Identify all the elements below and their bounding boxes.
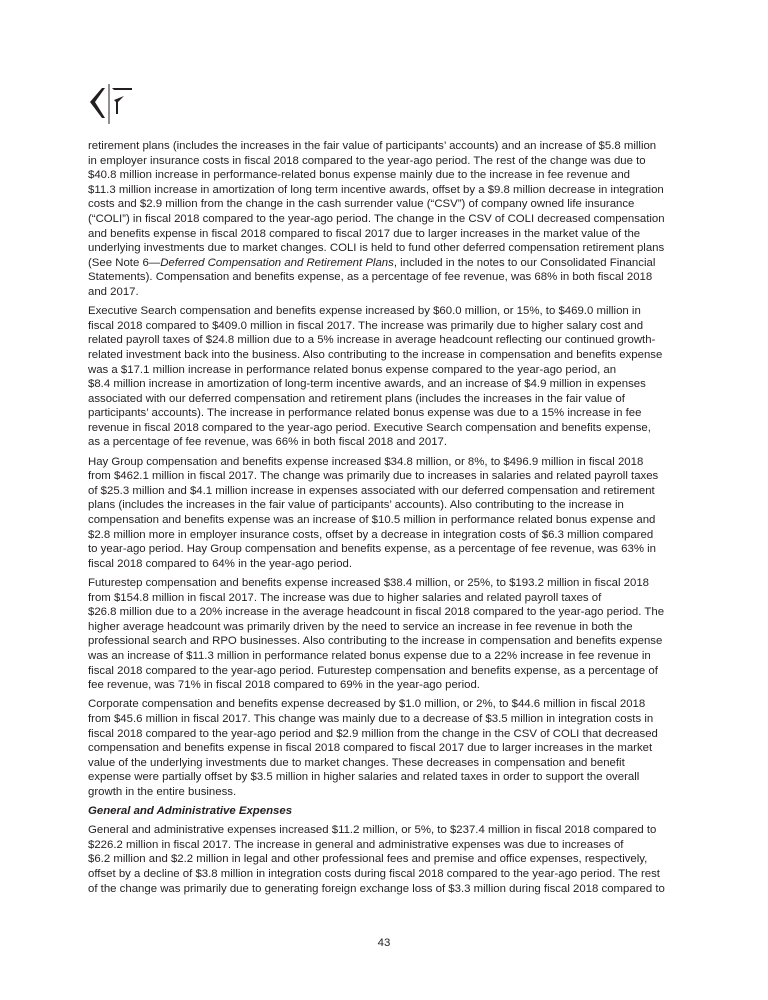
text-line: from $462.1 million in fiscal 2017. The change was primarily due to increases in salaries and related payroll taxes xyxy=(88,470,659,483)
italic-reference: Deferred Compensation and Retirement Plans xyxy=(160,256,394,269)
text-line: underlying investments due to market changes. COLI is held to fund other deferred compensation retirement plans xyxy=(88,242,665,255)
text-line: $40.8 million increase in performance-related bonus expense mainly due to the increase in fee revenue and xyxy=(88,169,631,182)
paragraphs-after-heading xyxy=(88,823,698,896)
text-line: fiscal 2018 compared to $409.0 million in fiscal 2017. The increase was primarily due to higher salary cost and xyxy=(88,319,644,332)
text-line: $6.2 million and $2.2 million in legal and other professional fees and premise and office expenses, respectively, xyxy=(88,853,648,866)
text-line: offset by a decline of $3.8 million in integration costs during fiscal 2018 compared to the year-ago period. The rest xyxy=(88,868,660,881)
text-line: Hay Group compensation and benefits expense increased $34.8 million, or 8%, to $496.9 million in fiscal 2018 xyxy=(88,455,644,468)
text-line: fiscal 2018 compared to the year-ago period. Futurestep compensation and benefits expense, as a percentage of xyxy=(88,664,658,677)
text-line: value of the underlying investments due to market changes. These decreases in compensation and benefit xyxy=(88,756,625,769)
text-line: of $25.3 million and $4.1 million increase in expenses associated with our deferred compensation and retirement xyxy=(88,484,655,497)
paragraphs-before-heading xyxy=(88,139,698,800)
paragraph xyxy=(88,823,698,896)
text-line: growth in the entire business. xyxy=(88,785,237,798)
text-line: plans (includes the increases in the fair value of participants’ accounts). Also contributing to the increase in xyxy=(88,499,624,512)
text-line: General and administrative expenses increased $11.2 million, or 5%, to $237.4 million in fiscal 2018 compared to xyxy=(88,824,657,837)
text-line: Futurestep compensation and benefits expense increased $38.4 million, or 25%, to $193.2 million in fiscal 2018 xyxy=(88,577,650,589)
text-line: related investment back into the business. Also contributing to the increase in compensation and benefits expense xyxy=(88,348,663,361)
text-line: to year-ago period. Hay Group compensation and benefits expense, as a percentage of fee revenue, was 63% in xyxy=(88,543,656,556)
text-line: in employer insurance costs in fiscal 2018 compared to the year-ago period. The rest of the change was due to xyxy=(88,154,646,167)
paragraph xyxy=(88,139,698,300)
text-line: as a percentage of fee revenue, was 66% in both fiscal 2018 and 2017. xyxy=(88,436,448,449)
text-segment: (See Note 6— xyxy=(88,256,161,269)
text-line: (“COLI”) in fiscal 2018 compared to the year-ago period. The change in the CSV of COLI decreased compensation xyxy=(88,212,665,225)
text-line: fee revenue, was 71% in fiscal 2018 compared to 69% in the year-ago period. xyxy=(88,679,480,692)
text-line: from $154.8 million in fiscal 2017. The increase was due to higher salaries and related payroll taxes of xyxy=(88,591,602,604)
text-line: expense were partially offset by $3.5 million in higher salaries and related taxes in order to support the overall xyxy=(88,771,640,784)
text-line: revenue in fiscal 2018 compared to the year-ago period. Executive Search compensation and benefits expense, xyxy=(88,421,651,434)
text-line: $226.2 million in fiscal 2017. The increase in general and administrative expenses was due to increases of xyxy=(88,838,624,851)
text-line: related payroll taxes of $24.8 million due to a 5% increase in average headcount reflecting our continued growth- xyxy=(88,334,656,347)
text-line: $11.3 million increase in amortization of long term incentive awards, offset by a $9.8 million decrease in integration xyxy=(88,183,664,196)
text-line: associated with our deferred compensation and retirement plans (includes the increases in the fair value of xyxy=(88,392,625,405)
text-line: professional search and RPO businesses. Also contributing to the increase in compensation and benefits expense xyxy=(88,635,663,648)
text-line: and benefits expense in fiscal 2018 compared to fiscal 2017 due to larger increases in the market value of the xyxy=(88,227,641,240)
section-heading: General and Administrative Expenses xyxy=(88,805,293,818)
text-line: compensation and benefits expense was an increase of $10.5 million in performance related bonus expense and xyxy=(88,514,656,527)
text-line: fiscal 2018 compared to 64% in the year-ago period. xyxy=(88,557,353,570)
text-line: and 2017. xyxy=(88,285,139,298)
text-line: participants’ accounts). The increase in performance related bonus expense was due to a 15% increase in fee xyxy=(88,407,642,420)
paragraph xyxy=(88,455,698,572)
text-segment: , included in the notes to our Consolidated Financial xyxy=(393,256,656,269)
document-body xyxy=(88,139,698,901)
page-number: 43 xyxy=(377,937,391,949)
paragraph xyxy=(88,304,698,450)
text-line: was a $17.1 million increase in performance related bonus expense compared to the year-ago period, an xyxy=(88,363,617,376)
text-line: Executive Search compensation and benefits expense increased by $60.0 million, or 15%, to $469.0 million in xyxy=(88,305,641,318)
text-line: fiscal 2018 compared to the year-ago period and $2.9 million from the change in the CSV of COLI that decreased xyxy=(88,727,658,740)
text-line: from $45.6 million in fiscal 2017. This change was mainly due to a decrease of $3.5 million in integration costs in xyxy=(88,712,654,725)
text-line: compensation and benefits expense in fiscal 2018 compared to fiscal 2017 due to larger increases in the market xyxy=(88,742,653,755)
text-line: Statements). Compensation and benefits expense, as a percentage of fee revenue, was 68% in both fiscal 2018 xyxy=(88,271,653,284)
text-line: $26.8 million due to a 20% increase in the average headcount in fiscal 2018 compared to the year-ago period. The xyxy=(88,606,665,619)
text-line: Corporate compensation and benefits expense decreased by $1.0 million, or 2%, to $44.6 million in fiscal 2018 xyxy=(88,698,646,711)
text-line: was an increase of $11.3 million in performance related bonus expense due to a 22% increase in fee revenue in xyxy=(88,649,651,662)
paragraph xyxy=(88,697,698,799)
text-line: $8.4 million increase in amortization of long-term incentive awards, and an increase of $4.9 million in expenses xyxy=(88,378,646,391)
text-line: costs and $2.9 million from the change in the cash surrender value (“CSV”) of company owned life insurance xyxy=(88,198,635,211)
text-line: of the change was primarily due to generating foreign exchange loss of $3.3 million during fiscal 2018 compared to xyxy=(88,882,665,895)
company-logo xyxy=(88,84,138,124)
text-line: retirement plans (includes the increases in the fair value of participants’ accounts) and an increase of $5.8 million xyxy=(88,140,657,152)
text-line: $2.8 million more in employer insurance costs, offset by a decrease in integration costs of $6.3 million compared xyxy=(88,528,654,541)
text-line xyxy=(88,256,698,271)
paragraph xyxy=(88,576,698,693)
text-line: higher average headcount was primarily driven by the need to service an increase in fee revenue in both the xyxy=(88,620,633,633)
